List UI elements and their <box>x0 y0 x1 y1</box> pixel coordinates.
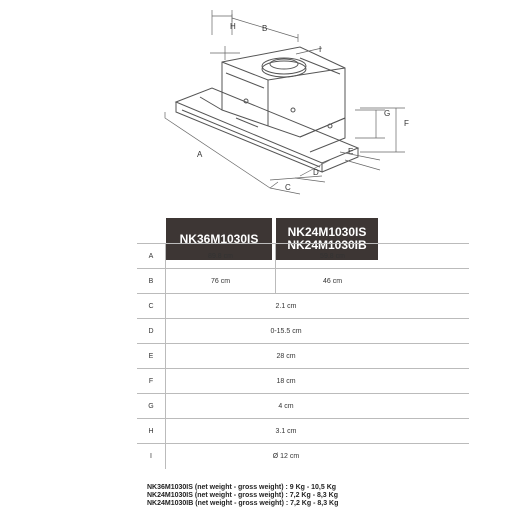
value-shared: Ø 12 cm <box>272 453 300 460</box>
table-row <box>137 393 469 419</box>
dimension-label-i: I <box>319 45 322 54</box>
weight-note: NK24M1030IB (net weight - gross weight) : 7,2 Kg - 8,3 Kg <box>147 500 339 507</box>
value-shared: 18 cm <box>276 378 296 385</box>
row-key: D <box>148 328 154 335</box>
dimension-label-h: H <box>230 22 236 31</box>
hood-dimension-drawing <box>0 0 512 215</box>
value-shared: 0-15.5 cm <box>270 328 302 335</box>
value-shared: 4 cm <box>278 403 294 410</box>
table-row <box>137 343 469 369</box>
weight-note: NK36M1030IS (net weight - gross weight) : 9 Kg - 10,5 Kg <box>147 484 337 491</box>
row-key: C <box>148 303 154 310</box>
row-key: B <box>148 278 154 285</box>
row-key: I <box>150 453 152 460</box>
row-key: F <box>148 378 154 385</box>
value-nk36: 76 cm <box>210 278 231 285</box>
dimension-labels <box>197 22 409 192</box>
header-nk24m1030is: NK24M1030IS <box>287 225 367 239</box>
table-row <box>137 443 469 469</box>
dimension-label-c: C <box>285 183 291 192</box>
header-nk24m1030ib: NK24M1030IB <box>287 238 367 252</box>
table-row <box>137 243 469 269</box>
value-nk36: 89.8 cm <box>208 253 233 260</box>
value-shared: 3.1 cm <box>275 428 297 435</box>
row-key: E <box>148 353 154 360</box>
dimension-label-e: E <box>348 147 354 156</box>
header-nk36m1030is: NK36M1030IS <box>166 218 272 260</box>
weight-notes <box>147 484 338 508</box>
dimension-label-d: D <box>313 168 319 177</box>
table-row <box>137 418 469 444</box>
value-shared: 2.1 cm <box>275 303 297 310</box>
dimension-label-g: G <box>384 109 391 118</box>
table-row <box>137 268 469 294</box>
value-shared: 28 cm <box>276 353 296 360</box>
table-row <box>137 293 469 319</box>
table-row <box>137 318 469 344</box>
row-key: A <box>148 253 154 260</box>
table-row <box>137 368 469 394</box>
value-nk24: 59.8 cm <box>320 253 345 260</box>
weight-note: NK24M1030IS (net weight - gross weight) : 7,2 Kg - 8,3 Kg <box>147 492 338 499</box>
value-nk24: 46 cm <box>322 278 343 285</box>
row-key: H <box>148 428 154 435</box>
dimension-label-b: B <box>262 24 268 33</box>
row-key: G <box>148 403 154 410</box>
dimension-label-f: F <box>404 119 409 128</box>
dimension-label-a: A <box>197 150 203 159</box>
